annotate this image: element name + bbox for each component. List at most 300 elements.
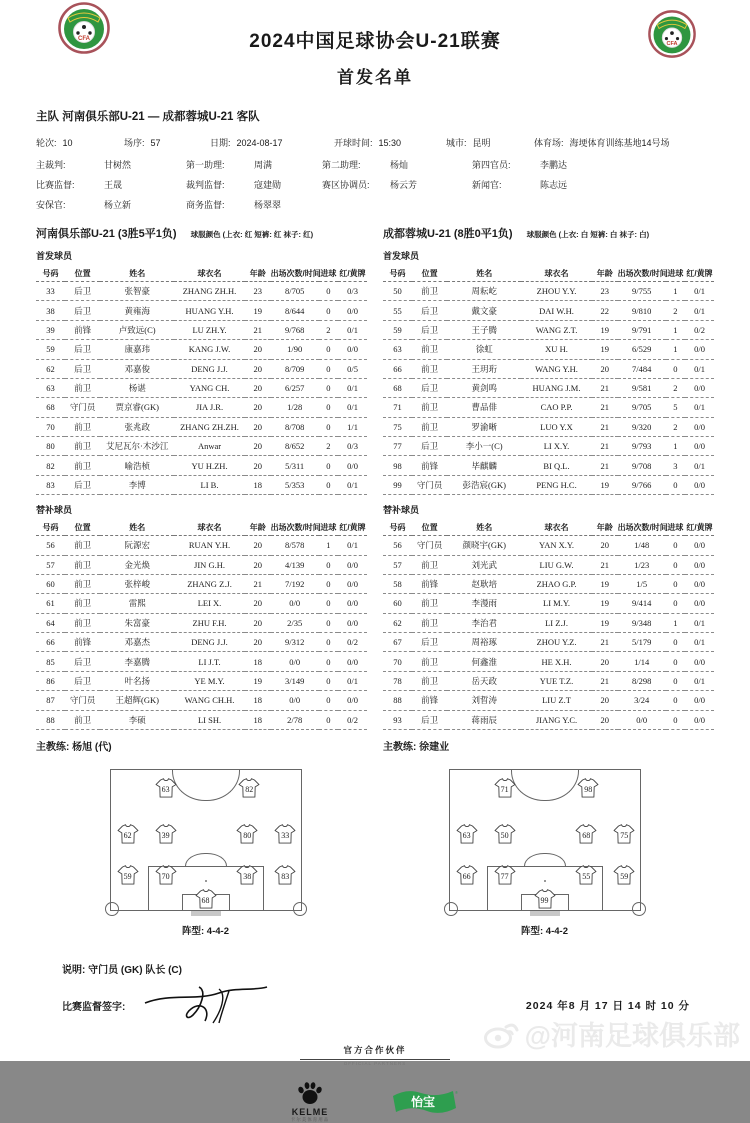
cell-jersey-name: XU H. [521,340,592,359]
cell-age: 21 [592,437,618,456]
home-formation-label: 阵型: 4-4-2 [182,925,229,937]
player-jersey [575,865,597,885]
cell-goals: 0 [319,633,338,652]
cell-jersey-name: YE M.Y. [174,671,245,690]
home-starters-table [36,266,367,495]
player-row [36,301,367,320]
center-circle-arc [511,770,579,801]
cell-apps-time: 3/149 [271,671,319,690]
cell-position: 前卫 [65,417,100,436]
jersey-number: 63 [161,785,170,795]
cell-goals: 0 [319,282,338,301]
cell-apps-time: 2/35 [271,613,319,632]
away-formation-block [375,769,714,937]
official-name: 杨云芳 [390,180,418,190]
cell-age: 20 [245,378,271,397]
info-item [534,136,714,149]
col-name: 姓名 [447,520,521,536]
home-subs-label: 替补球员 [36,505,73,516]
col-number: 号码 [36,266,65,282]
corner-arc-left [444,902,458,916]
cell-cards: 0/1 [685,301,714,320]
cell-position: 前锋 [412,456,447,475]
cell-number: 87 [36,691,65,710]
cell-age: 19 [592,574,618,593]
cell-apps-time: 9/810 [618,301,666,320]
cell-position: 前卫 [412,417,447,436]
cell-jersey-name: ZHOU Y.Z. [521,633,592,652]
home-coach: 主教练: 杨旭 (代) [36,741,112,753]
jersey-number: 38 [243,871,252,881]
player-row [383,555,714,574]
info-label: 轮次: [36,138,57,148]
official-name: 甘树然 [104,160,132,170]
cell-apps-time: 9/312 [271,633,319,652]
player-jersey [117,824,139,844]
official-item [36,178,186,191]
col-jersey-name: 球衣名 [521,266,592,282]
cell-apps-time: 5/179 [618,633,666,652]
jersey-number: 39 [161,831,170,841]
cell-age: 18 [245,710,271,729]
cell-name: 戴文豪 [447,301,521,320]
cell-jersey-name: LIU G.W. [521,555,592,574]
player-row [383,652,714,671]
cell-position: 守门员 [65,691,100,710]
official-name: 周满 [254,160,273,170]
cell-cards: 0/0 [338,691,367,710]
cell-jersey-name: CAO P.P. [521,398,592,417]
cell-apps-time: 0/0 [271,594,319,613]
cell-cards: 0/0 [685,710,714,729]
supervisor-signature-label: 比赛监督签字: [62,1002,126,1014]
cell-goals: 0 [319,555,338,574]
cell-goals: 1 [666,437,685,456]
cell-goals: 1 [666,282,685,301]
player-row [383,398,714,417]
jersey-number: 99 [540,895,549,905]
cell-age: 22 [592,301,618,320]
cell-age: 20 [245,417,271,436]
cell-cards: 0/1 [338,475,367,494]
cell-apps-time: 8/298 [618,671,666,690]
col-cards: 红/黄牌 [338,520,367,536]
cell-goals: 0 [666,652,685,671]
cell-goals: 0 [666,359,685,378]
player-row [383,301,714,320]
official-name: 王晟 [104,180,123,190]
cell-goals: 0 [666,594,685,613]
col-position: 位置 [65,266,100,282]
cell-cards: 0/1 [685,633,714,652]
cell-cards: 0/2 [338,710,367,729]
player-row [36,475,367,494]
cell-position: 前锋 [65,633,100,652]
info-label: 体育场: [534,138,564,148]
penalty-arc [185,853,227,867]
cell-position: 前卫 [65,574,100,593]
cell-position: 前卫 [412,359,447,378]
info-value: 2024-08-17 [236,138,283,148]
cell-cards: 0/0 [338,301,367,320]
col-goals: 进球 [666,520,685,536]
weibo-icon [483,1019,519,1049]
player-row [383,437,714,456]
player-row [383,340,714,359]
page-subtitle: 首发名单 [337,68,413,87]
col-apps-time: 出场次数/时间 [618,520,666,536]
cell-age: 23 [592,282,618,301]
cell-age: 20 [592,536,618,555]
cell-goals: 2 [319,437,338,456]
cell-cards: 0/0 [685,652,714,671]
cell-jersey-name: PENG H.C. [521,475,592,494]
cell-cards: 0/0 [685,574,714,593]
cell-number: 50 [383,282,412,301]
cell-position: 后卫 [65,652,100,671]
cell-position: 前卫 [65,613,100,632]
cell-age: 21 [592,398,618,417]
partners-section [36,1044,714,1123]
cell-age: 20 [592,710,618,729]
cell-apps-time: 9/755 [618,282,666,301]
col-goals: 进球 [319,266,338,282]
info-label: 城市: [446,138,467,148]
jersey-number: 55 [582,871,591,881]
cell-number: 59 [36,340,65,359]
cell-jersey-name: YUE T.Z. [521,671,592,690]
cell-position: 前锋 [412,691,447,710]
official-item [322,158,472,171]
cell-position: 前卫 [65,378,100,397]
official-name: 寇建勋 [254,180,282,190]
home-team-panel [36,225,367,753]
cell-number: 77 [383,437,412,456]
player-row [383,359,714,378]
official-item [186,198,322,211]
home-formation-block [36,769,375,937]
official-label: 比赛监督: [36,180,75,190]
cell-jersey-name: YAN X.Y. [521,536,592,555]
cell-jersey-name: JIA J.R. [174,398,245,417]
cell-age: 20 [245,340,271,359]
partners-divider [300,1059,450,1060]
player-row [36,282,367,301]
player-jersey [274,824,296,844]
cell-jersey-name: DENG J.J. [174,633,245,652]
cell-goals: 3 [666,456,685,475]
center-circle-arc [172,770,240,801]
cell-age: 20 [245,536,271,555]
cell-cards: 0/0 [338,594,367,613]
cell-number: 64 [36,613,65,632]
cell-jersey-name: LI SH. [174,710,245,729]
player-jersey [456,865,478,885]
player-row [383,691,714,710]
home-subs-table [36,520,367,730]
official-label: 第一助理: [186,160,225,170]
cell-name: 王超辉(GK) [100,691,174,710]
cell-apps-time: 9/348 [618,613,666,632]
cell-number: 63 [36,378,65,397]
cell-name: 李嘉腾 [100,652,174,671]
col-number: 号码 [383,266,412,282]
cell-cards: 0/1 [685,398,714,417]
cell-goals: 0 [319,301,338,320]
cell-apps-time: 2/78 [271,710,319,729]
cell-name: 徐虹 [447,340,521,359]
info-value: 15:30 [378,138,402,148]
away-kit-colors: 球服颜色 (上衣: 白 短裤: 白 袜子: 白) [526,230,650,239]
cell-jersey-name: ZHANG Z.J. [174,574,245,593]
cell-name: 曹品俳 [447,398,521,417]
info-value: 昆明 [472,138,491,148]
home-kit-colors: 球服颜色 (上衣: 红 短裤: 红 袜子: 红) [190,230,314,239]
official-label: 裁判监督: [186,180,225,190]
official-name: 杨灿 [390,160,409,170]
page-title: 2024中国足球协会U-21联赛 [249,31,501,52]
cell-name: 李硕 [100,710,174,729]
official-item [186,178,322,191]
weibo-watermark [483,1014,740,1053]
official-name: 杨立新 [104,200,132,210]
cell-name: 李小一(C) [447,437,521,456]
col-goals: 进球 [319,520,338,536]
cell-position: 前卫 [412,282,447,301]
cell-position: 后卫 [65,301,100,320]
cell-apps-time: 1/90 [271,340,319,359]
cell-goals: 0 [319,359,338,378]
player-row [36,359,367,378]
cell-cards: 0/0 [685,594,714,613]
corner-arc-left [105,902,119,916]
cell-apps-time: 9/791 [618,320,666,339]
cell-age: 20 [245,633,271,652]
cell-jersey-name: HUANG Y.H. [174,301,245,320]
cell-position: 后卫 [412,633,447,652]
cell-name: 周耘屹 [447,282,521,301]
player-jersey [155,865,177,885]
cell-cards: 0/1 [338,378,367,397]
cell-age: 20 [245,437,271,456]
cell-age: 19 [592,340,618,359]
cell-age: 21 [592,633,618,652]
penalty-spot [544,880,546,882]
cell-name: 邓嘉俊 [100,359,174,378]
player-jersey [236,865,258,885]
jersey-number: 66 [462,871,471,881]
official-label: 主裁判: [36,160,66,170]
away-pitch-diagram [449,769,641,911]
jersey-number: 33 [281,831,290,841]
cell-age: 19 [245,671,271,690]
cell-age: 19 [592,475,618,494]
cell-position: 后卫 [65,359,100,378]
cell-number: 55 [383,301,412,320]
cell-apps-time: 7/192 [271,574,319,593]
cell-apps-time: 5/353 [271,475,319,494]
cell-apps-time: 1/5 [618,574,666,593]
cell-name: 贾京睿(GK) [100,398,174,417]
away-starters-table [383,266,714,495]
cell-jersey-name: LUO Y.X [521,417,592,436]
cell-goals: 1 [666,320,685,339]
official-item [472,158,714,171]
cell-jersey-name: RUAN Y.H. [174,536,245,555]
cell-position: 前卫 [65,437,100,456]
goal-bar [530,911,560,916]
cell-age: 21 [592,378,618,397]
cell-name: 蒋雨辰 [447,710,521,729]
cell-goals: 0 [666,633,685,652]
cell-name: 艾尼瓦尔·木沙江 [100,437,174,456]
cell-jersey-name: HUANG J.M. [521,378,592,397]
cell-number: 63 [383,340,412,359]
cell-name: 周裕琢 [447,633,521,652]
cell-apps-time: 8/708 [271,417,319,436]
col-apps-time: 出场次数/时间 [271,520,319,536]
player-row [383,574,714,593]
svg-text:®: ® [455,1089,459,1095]
cell-apps-time: 1/23 [618,555,666,574]
cell-jersey-name: LEI X. [174,594,245,613]
cell-apps-time: 9/766 [618,475,666,494]
cell-apps-time: 0/0 [271,652,319,671]
player-row [383,671,714,690]
kelme-logo [291,1080,330,1123]
jersey-number: 68 [582,831,591,841]
cell-name: 张梓峻 [100,574,174,593]
cell-position: 后卫 [65,340,100,359]
cell-position: 守门员 [412,475,447,494]
cell-number: 39 [36,320,65,339]
player-row [383,378,714,397]
cell-goals: 0 [666,475,685,494]
cell-number: 56 [36,536,65,555]
cell-cards: 0/2 [685,320,714,339]
jersey-number: 59 [123,871,132,881]
jersey-number: 68 [201,895,210,905]
jersey-number: 62 [123,831,132,841]
cell-goals: 0 [666,671,685,690]
cell-apps-time: 9/581 [618,378,666,397]
player-row [36,633,367,652]
cell-number: 57 [36,555,65,574]
col-age: 年龄 [245,266,271,282]
official-label: 第四官员: [472,160,511,170]
player-row [36,340,367,359]
cell-cards: 0/5 [338,359,367,378]
col-cards: 红/黄牌 [685,266,714,282]
player-jersey [274,865,296,885]
cell-age: 20 [245,594,271,613]
player-row [383,633,714,652]
cell-goals: 0 [319,398,338,417]
cell-number: 33 [36,282,65,301]
cell-number: 80 [36,437,65,456]
corner-arc-right [293,902,307,916]
cell-cards: 0/0 [685,475,714,494]
cell-goals: 2 [666,378,685,397]
cell-goals: 1 [666,613,685,632]
jersey-number: 75 [620,831,629,841]
cell-goals: 5 [666,398,685,417]
cell-position: 后卫 [412,320,447,339]
cell-position: 后卫 [65,671,100,690]
cell-position: 后卫 [412,301,447,320]
cell-jersey-name: WANG CH.H. [174,691,245,710]
cell-name: 杨谌 [100,378,174,397]
watermark-text: @河南足球俱乐部 [524,1021,740,1051]
player-jersey [613,824,635,844]
cell-goals: 0 [319,594,338,613]
cell-name: 黄雍海 [100,301,174,320]
table-header-row [36,266,367,282]
cell-jersey-name: LI Z.J. [521,613,592,632]
player-jersey [238,778,260,798]
partners-subtitle: OFFICIAL PARTNERS [343,1060,407,1066]
info-item [334,136,446,149]
player-row [36,398,367,417]
cell-apps-time: 9/414 [618,594,666,613]
away-coach: 主教练: 徐建业 [383,741,450,753]
official-name: 李鹏达 [540,160,568,170]
player-jersey [613,865,635,885]
cell-number: 61 [36,594,65,613]
cell-age: 20 [245,456,271,475]
cell-age: 18 [245,652,271,671]
cell-age: 21 [592,671,618,690]
cell-age: 19 [592,320,618,339]
official-item [472,178,714,191]
penalty-arc [524,853,566,867]
cell-name: 康嘉玮 [100,340,174,359]
cell-age: 19 [592,594,618,613]
matchup-line: 主队 河南俱乐部U-21 — 成都蓉城U-21 客队 [36,111,260,123]
cell-jersey-name: LU ZH.Y. [174,320,245,339]
cell-age: 18 [245,475,271,494]
cell-position: 前卫 [65,555,100,574]
official-label: 新闻官: [472,180,502,190]
col-number: 号码 [36,520,65,536]
cell-position: 前卫 [412,594,447,613]
cell-apps-time: 5/311 [271,456,319,475]
header [36,0,714,88]
cell-number: 75 [383,417,412,436]
yibao-logo [387,1086,459,1123]
cell-number: 38 [36,301,65,320]
col-jersey-name: 球衣名 [521,520,592,536]
cell-cards: 0/0 [685,536,714,555]
cell-cards: 0/1 [338,398,367,417]
info-value: 10 [62,138,73,148]
cell-goals: 1 [319,536,338,555]
cell-name: 李治君 [447,613,521,632]
cell-goals: 0 [666,710,685,729]
cell-cards: 0/1 [685,282,714,301]
cell-cards: 0/3 [338,282,367,301]
cell-goals: 0 [319,340,338,359]
player-jersey [575,824,597,844]
cell-apps-time: 7/484 [618,359,666,378]
cell-name: 刘晢涛 [447,691,521,710]
table-header-row [383,520,714,536]
player-row [383,282,714,301]
player-jersey [117,865,139,885]
formation-diagrams [36,769,714,937]
cell-name: 阮源宏 [100,536,174,555]
cell-position: 守门员 [65,398,100,417]
